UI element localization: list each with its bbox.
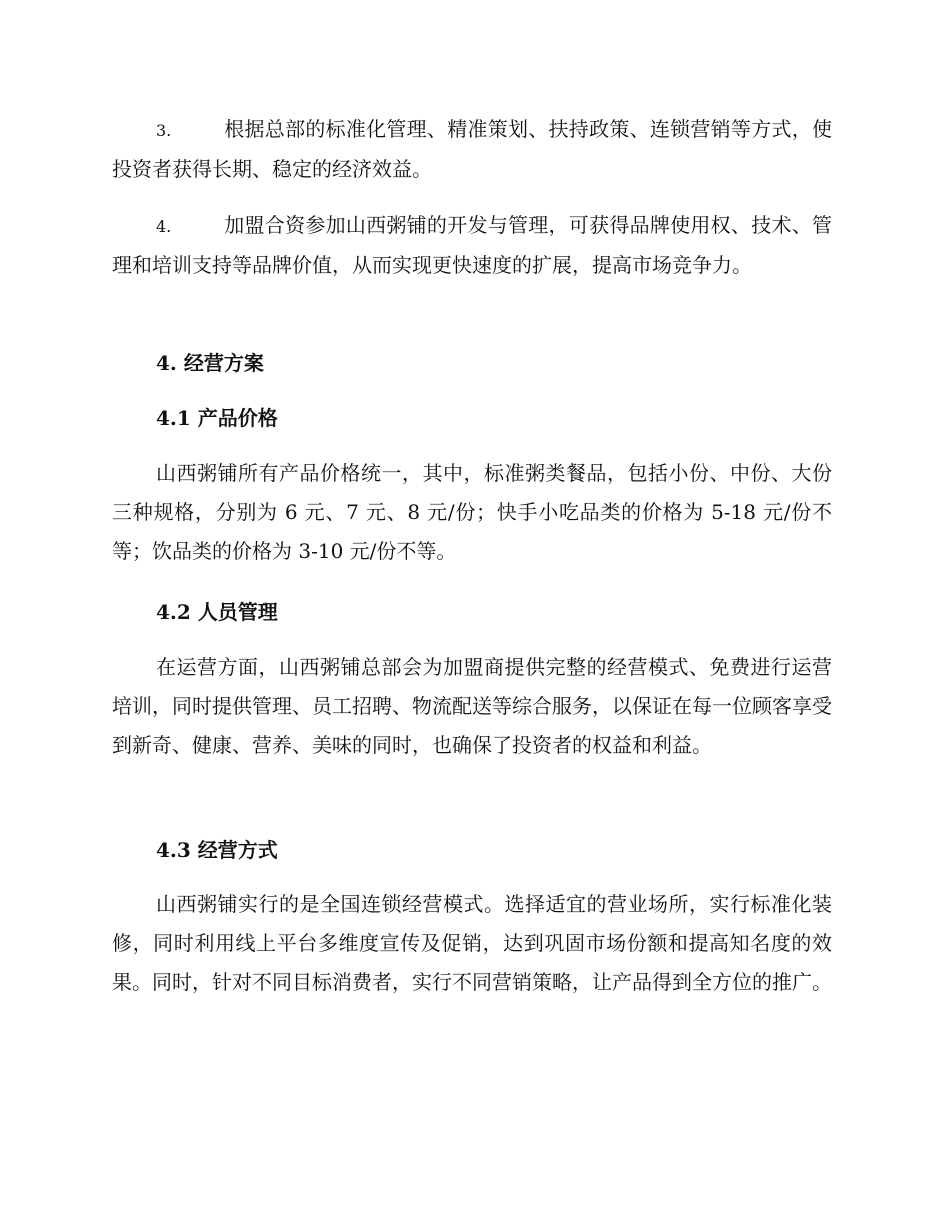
section-heading-4-1: 4.1 产品价格 bbox=[156, 406, 278, 430]
list-item-4 bbox=[112, 206, 832, 285]
section-heading-4: 4. 经营方案 bbox=[156, 351, 264, 375]
paragraph-personnel-management: 在运营方面，山西粥铺总部会为加盟商提供完整的经营模式、免费进行运营培训，同时提供管理、员工招聘、物流配送等综合服务，以保证在每一位顾客享受到新奇、健康、营养、美味的同时，也确保了投资者的权益和利益。 bbox=[112, 655, 832, 757]
section-heading-4-3: 4.3 经营方式 bbox=[156, 838, 278, 862]
paragraph-product-price: 山西粥铺所有产品价格统一，其中，标准粥类餐品，包括小份、中份、大份三种规格，分别为 6 元、7 元、8 元/份；快手小吃品类的价格为 5-18 元/份不等；饮品类的价格为 3-10 元/份不等。 bbox=[112, 461, 832, 563]
list-number: 3. bbox=[156, 121, 172, 140]
section-heading-4-2: 4.2 人员管理 bbox=[156, 600, 278, 624]
list-number: 4. bbox=[156, 217, 172, 236]
paragraph-operation-mode: 山西粥铺实行的是全国连锁经营模式。选择适宜的营业场所，实行标准化装修，同时利用线上平台多维度宣传及促销，达到巩固市场份额和提高知名度的效果。同时，针对不同目标消费者，实行不同营销策略，让产品得到全方位的推广。 bbox=[112, 892, 832, 994]
list-text: 根据总部的标准化管理、精准策划、扶持政策、连锁营销等方式，使投资者获得长期、稳定的经济效益。 bbox=[112, 117, 832, 181]
list-text: 加盟合资参加山西粥铺的开发与管理，可获得品牌使用权、技术、管理和培训支持等品牌价值，从而实现更快速度的扩展，提高市场竞争力。 bbox=[112, 213, 832, 277]
list-item-3 bbox=[112, 110, 832, 189]
